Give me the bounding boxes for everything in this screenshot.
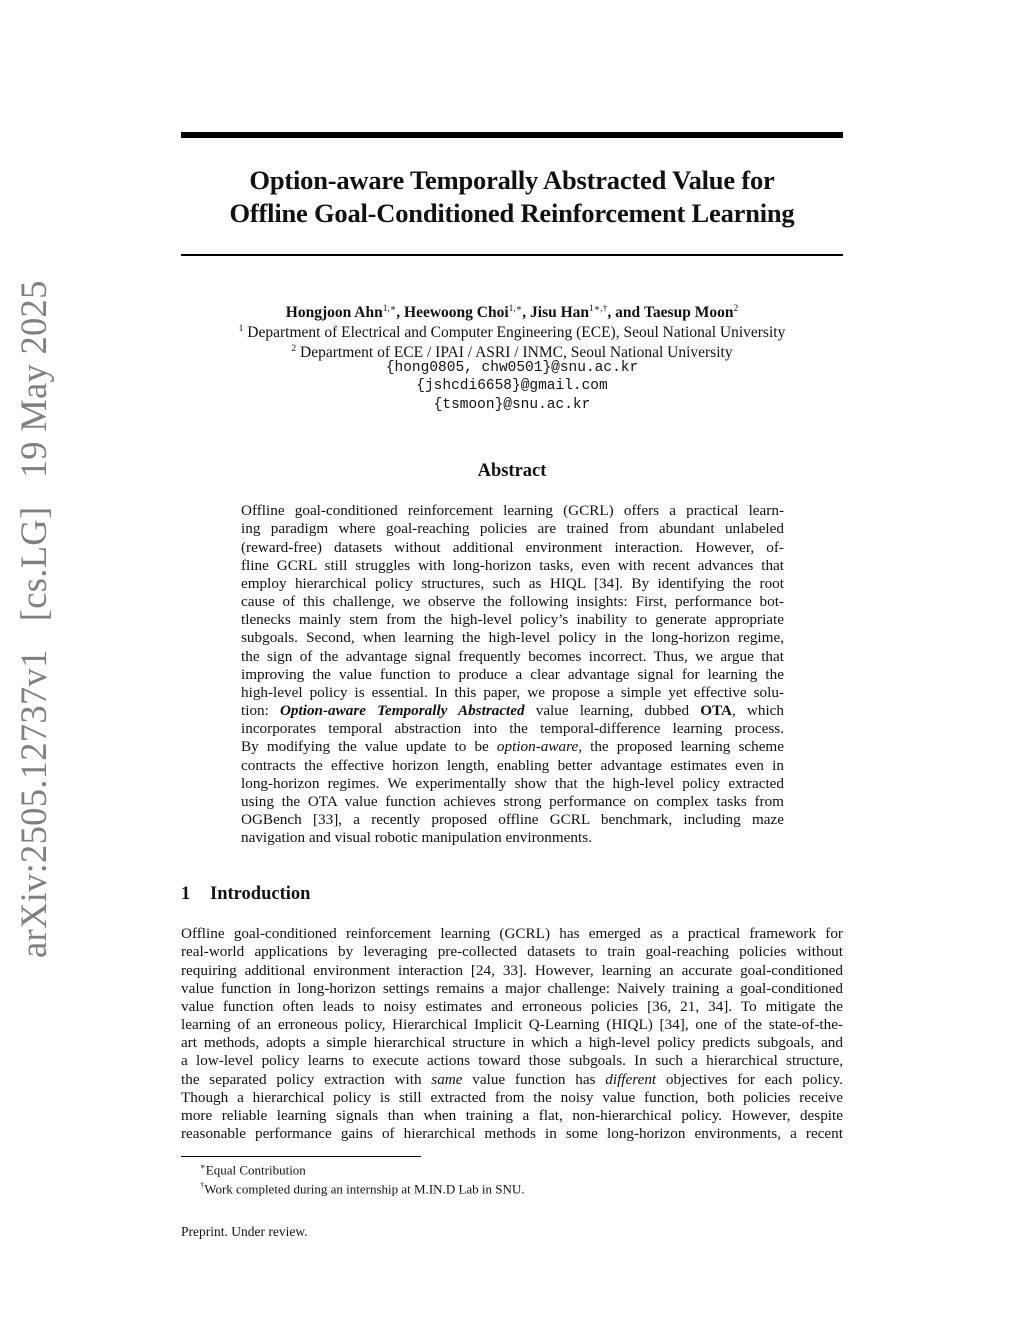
- intro-line: requiring additional environment interaction [24, 33]. However, learning an accurate goal-conditioned: [181, 962, 843, 979]
- arxiv-category: [cs.LG]: [13, 506, 54, 622]
- affiliation-1: [181, 320, 843, 342]
- intro-line: real-world applications by leveraging pre-collected datasets to train goal-reaching policies without: [181, 943, 843, 960]
- text-emphasis: option-aware: [496, 738, 579, 755]
- text-run: By modifying the value update to be: [241, 738, 497, 755]
- affiliation-1-mark: 1: [238, 324, 244, 334]
- affiliation-2-mark: 2: [291, 344, 297, 354]
- abstract-line: Offline goal-conditioned reinforcement learning (GCRL) offers a practical learn-: [241, 502, 784, 519]
- footnote-1-mark: ∗: [200, 1161, 206, 1171]
- intro-line: a low-level policy learns to execute actions toward those subgoals. In such a hierarchical structure,: [181, 1052, 843, 1069]
- email-2: {jshcdi6658}@gmail.com: [416, 378, 608, 394]
- paper-title: [181, 164, 843, 230]
- footnote-2-text: Work completed during an internship at M.IN.D Lab in SNU.: [204, 1181, 525, 1197]
- abstract-line: high-level policy is essential. In this paper, we propose a simple yet effective solu-: [241, 684, 784, 701]
- intro-line: learning of an erroneous policy, Hierarchical Implicit Q-Learning (HIQL) [34], one of the state-of-the-: [181, 1016, 843, 1033]
- author-and: and: [615, 304, 641, 322]
- abstract-line: cause of this challenge, we observe the following insights: First, performance bot-: [241, 593, 784, 610]
- abstract-line: fline GCRL still struggles with long-horizon tasks, even with recent advances that: [241, 557, 784, 574]
- text-run: tion:: [241, 702, 280, 719]
- footnote-1-text: Equal Contribution: [205, 1162, 306, 1178]
- intro-line: value function often leads to noisy estimates and erroneous policies [36, 21, 34]. To mitigate the: [181, 998, 843, 1015]
- abstract-line: long-horizon regimes. We experimentally show that the high-level policy extracted: [241, 775, 784, 792]
- footnote-2: [200, 1177, 525, 1197]
- author-2-mark: 1,∗: [508, 304, 523, 314]
- intro-line: [181, 1071, 843, 1089]
- intro-line: reasonable performance gains of hierarchical methods in some long-horizon environments, a recent: [181, 1125, 843, 1142]
- abstract-line: ing paradigm where goal-reaching policies are trained from abundant unlabeled: [241, 520, 784, 537]
- abstract-line: (reward-free) datasets without additional environment interaction. However, of-: [241, 539, 784, 556]
- arxiv-stamp: [12, 280, 55, 958]
- abstract-line: navigation and visual robotic manipulation environments.: [241, 829, 592, 846]
- title-line-2: Offline Goal-Conditioned Reinforcement Learning: [229, 198, 795, 228]
- preprint-footer: Preprint. Under review.: [181, 1224, 308, 1239]
- intro-line: value function in long-horizon settings remains a major challenge: Naively training a goal-conditioned: [181, 980, 843, 997]
- abstract-line: the sign of the advantage signal frequently becomes incorrect. Thus, we argue that: [241, 648, 784, 665]
- author-3: Jisu Han: [530, 304, 590, 322]
- abstract-line: subgoals. Second, when learning the high-level policy in the long-horizon regime,: [241, 629, 784, 646]
- title-bottom-rule: [181, 254, 843, 256]
- text-run: value learning, dubbed: [524, 702, 701, 719]
- affiliation-1-text: Department of Electrical and Computer Engineering (ECE), Seoul National University: [247, 324, 786, 341]
- abstract-heading: Abstract: [477, 461, 547, 481]
- method-name-emphasis: Option-aware Temporally Abstracted: [279, 702, 525, 719]
- intro-line: more reliable learning signals than when training a flat, non-hierarchical policy. However, despite: [181, 1107, 843, 1124]
- affiliation-2-text: Department of ECE / IPAI / ASRI / INMC, Seoul National University: [300, 344, 733, 361]
- method-acronym: OTA: [700, 702, 732, 719]
- abstract-line: tlenecks mainly stem from the high-level policy’s inability to generate appropriate: [241, 611, 784, 628]
- email-3: {tsmoon}@snu.ac.kr: [433, 397, 591, 413]
- section-heading: [181, 884, 310, 905]
- abstract-line: contracts the effective horizon length, enabling better advantage estimates even in: [241, 757, 784, 774]
- text-emphasis: same: [431, 1071, 463, 1088]
- text-run: objectives for each policy.: [656, 1071, 844, 1088]
- email-1: {hong0805, chw0501}@snu.ac.kr: [385, 360, 639, 376]
- abstract-line: employ hierarchical policy structures, such as HIQL [34]. By identifying the root: [241, 575, 784, 592]
- intro-line: art methods, adopts a simple hierarchical structure in which a high-level policy predicts subgoals, and: [181, 1034, 843, 1051]
- footnote-rule: [181, 1156, 421, 1157]
- intro-line: Offline goal-conditioned reinforcement learning (GCRL) has emerged as a practical framework for: [181, 925, 843, 942]
- arxiv-date: 19 May 2025: [13, 280, 54, 479]
- text-run: the separated policy extraction with: [181, 1071, 432, 1088]
- title-line-1: Option-aware Temporally Abstracted Value for: [249, 165, 775, 195]
- footnote-1: [200, 1158, 306, 1178]
- section-number: 1: [181, 884, 191, 904]
- author-2: Heewoong Choi: [404, 304, 509, 322]
- abstract-line: incorporates temporal abstraction into the temporal-difference learning process.: [241, 720, 784, 737]
- text-run: , the proposed learning scheme: [578, 738, 784, 755]
- author-4: Taesup Moon: [644, 304, 734, 322]
- author-list: Hongjoon Ahn$^{1,∗}$, Heewoong Choi$^{1,∗}$, Jisu Han$^{1∗,\dagger}$, and Taesup Moon$^2$: [285, 304, 739, 322]
- text-run: , which: [731, 702, 784, 719]
- abstract-line: [241, 702, 784, 720]
- author-4-mark: 2: [733, 304, 739, 314]
- section-title: Introduction: [210, 884, 311, 904]
- title-top-rule: [181, 132, 843, 138]
- abstract-line: using the OTA value function achieves strong performance on complex tasks from: [241, 793, 784, 810]
- footnote-2-mark: †: [200, 1180, 205, 1190]
- text-run: value function has: [462, 1071, 606, 1088]
- intro-line: Though a hierarchical policy is still extracted from the noisy value function, both policies receive: [181, 1089, 843, 1106]
- abstract-line: [241, 738, 784, 756]
- abstract-line: OGBench [33], a recently proposed offline GCRL benchmark, including maze: [241, 811, 784, 828]
- arxiv-id: arXiv:2505.12737v1: [13, 649, 54, 958]
- text-emphasis: different: [605, 1071, 657, 1088]
- author-1-mark: 1,∗: [382, 304, 397, 314]
- abstract-line: improving the value function to produce a clear advantage signal for learning the: [241, 666, 784, 683]
- author-3-mark: 1∗,†: [589, 304, 608, 314]
- author-1: Hongjoon Ahn: [285, 304, 383, 322]
